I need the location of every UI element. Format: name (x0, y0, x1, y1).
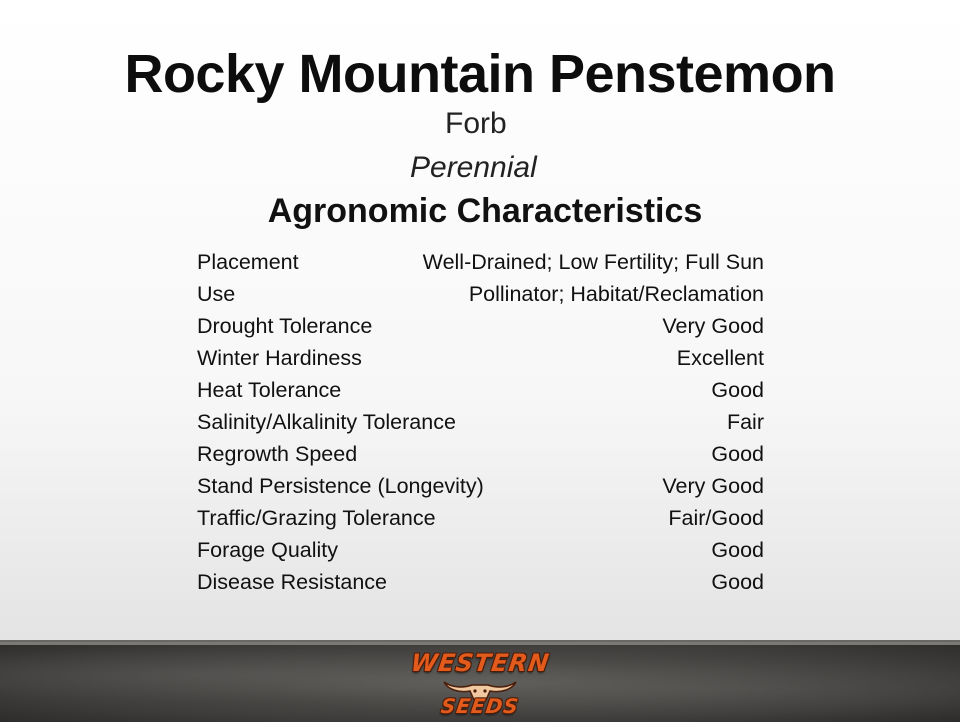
plant-type-label: Forb (445, 107, 507, 140)
section-heading: Agronomic Characteristics (267, 192, 703, 230)
characteristic-value: Well-Drained; Low Fertility; Full Sun (422, 250, 764, 274)
characteristic-value: Excellent (676, 346, 764, 370)
characteristic-row (197, 278, 764, 310)
characteristic-row (197, 470, 764, 502)
characteristic-row (197, 342, 764, 374)
logo-top-text: WESTERN (408, 649, 552, 677)
characteristic-value: Good (711, 538, 764, 562)
characteristic-row (197, 310, 764, 342)
characteristic-label: Placement (197, 250, 299, 274)
characteristic-value: Fair/Good (668, 506, 764, 530)
characteristics-table (197, 246, 764, 598)
characteristic-label: Use (197, 282, 236, 306)
characteristic-value: Pollinator; Habitat/Reclamation (468, 282, 764, 306)
logo-bottom-text: SEEDS (439, 694, 521, 718)
characteristic-label: Salinity/Alkalinity Tolerance (197, 410, 456, 434)
characteristic-value: Fair (726, 410, 764, 434)
characteristic-label: Winter Hardiness (197, 346, 362, 370)
characteristic-value: Good (711, 442, 764, 466)
characteristic-row (197, 246, 764, 278)
characteristic-label: Traffic/Grazing Tolerance (197, 506, 436, 530)
footer-divider (0, 642, 960, 645)
characteristic-label: Regrowth Speed (197, 442, 358, 466)
characteristic-row (197, 406, 764, 438)
lifecycle-label: Perennial (410, 151, 537, 184)
slide-title: Rocky Mountain Penstemon (124, 44, 836, 104)
characteristic-label: Drought Tolerance (197, 314, 373, 338)
characteristic-label: Stand Persistence (Longevity) (197, 474, 484, 498)
characteristic-row (197, 566, 764, 598)
characteristic-label: Disease Resistance (197, 570, 388, 594)
characteristic-row (197, 502, 764, 534)
characteristic-value: Very Good (662, 474, 764, 498)
characteristic-row (197, 534, 764, 566)
characteristic-label: Forage Quality (197, 538, 339, 562)
characteristic-label: Heat Tolerance (197, 378, 342, 402)
characteristic-row (197, 374, 764, 406)
characteristic-value: Good (711, 378, 764, 402)
western-seeds-logo (405, 650, 555, 722)
characteristic-value: Very Good (662, 314, 764, 338)
footer-band (0, 640, 960, 722)
characteristic-value: Good (711, 570, 764, 594)
characteristic-row (197, 438, 764, 470)
